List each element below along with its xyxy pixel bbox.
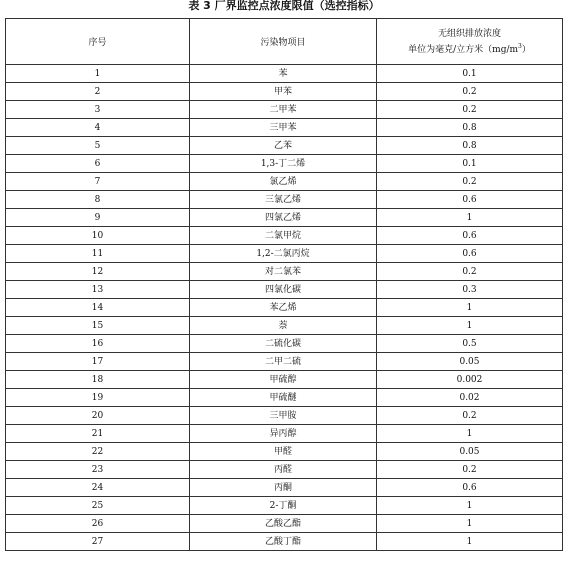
table-row <box>6 83 563 101</box>
cell-limit-value: 0.6 <box>377 191 563 209</box>
cell-limit-value: 0.8 <box>377 119 563 137</box>
cell-index: 25 <box>6 497 190 515</box>
cell-pollutant: 四氯化碳 <box>190 281 377 299</box>
table-row <box>6 371 563 389</box>
cell-pollutant: 甲硫醚 <box>190 389 377 407</box>
cell-pollutant: 丙醛 <box>190 461 377 479</box>
cell-index: 18 <box>6 371 190 389</box>
table-body <box>6 65 563 551</box>
cell-pollutant: 乙酸乙酯 <box>190 515 377 533</box>
cell-limit-value: 0.1 <box>377 65 563 83</box>
cell-limit-value: 0.002 <box>377 371 563 389</box>
cell-index: 26 <box>6 515 190 533</box>
cell-pollutant: 二硫化碳 <box>190 335 377 353</box>
table-row <box>6 65 563 83</box>
cell-limit-value: 0.6 <box>377 479 563 497</box>
cell-limit-value: 1 <box>377 533 563 551</box>
cell-limit-value: 0.2 <box>377 407 563 425</box>
table-row <box>6 533 563 551</box>
cell-limit-value: 1 <box>377 317 563 335</box>
table-row <box>6 317 563 335</box>
table-row <box>6 389 563 407</box>
cell-index: 27 <box>6 533 190 551</box>
header-limit <box>377 19 563 65</box>
table-row <box>6 461 563 479</box>
cell-index: 8 <box>6 191 190 209</box>
cell-limit-value: 1 <box>377 515 563 533</box>
table-row <box>6 407 563 425</box>
table-row <box>6 281 563 299</box>
cell-index: 9 <box>6 209 190 227</box>
table-row <box>6 299 563 317</box>
table-row <box>6 425 563 443</box>
cell-index: 17 <box>6 353 190 371</box>
table-row <box>6 443 563 461</box>
cell-pollutant: 乙酸丁酯 <box>190 533 377 551</box>
table-row <box>6 101 563 119</box>
cell-pollutant: 2-丁酮 <box>190 497 377 515</box>
table-row <box>6 353 563 371</box>
cell-limit-value: 0.2 <box>377 173 563 191</box>
cell-pollutant: 三甲苯 <box>190 119 377 137</box>
cell-index: 2 <box>6 83 190 101</box>
cell-pollutant: 氯乙烯 <box>190 173 377 191</box>
cell-limit-value: 0.6 <box>377 227 563 245</box>
table-title: 表 3 厂界监控点浓度限值（选控指标） <box>188 0 380 12</box>
cell-index: 4 <box>6 119 190 137</box>
cell-limit-value: 0.5 <box>377 335 563 353</box>
cell-limit-value: 0.2 <box>377 461 563 479</box>
table-row <box>6 155 563 173</box>
cell-limit-value: 0.2 <box>377 83 563 101</box>
cell-pollutant: 萘 <box>190 317 377 335</box>
table-row <box>6 335 563 353</box>
cell-index: 15 <box>6 317 190 335</box>
cell-index: 11 <box>6 245 190 263</box>
header-limit-line2 <box>377 42 562 58</box>
header-limit-unit-close: ） <box>521 44 531 55</box>
cell-limit-value: 1 <box>377 209 563 227</box>
cell-index: 21 <box>6 425 190 443</box>
cell-pollutant: 丙酮 <box>190 479 377 497</box>
cell-limit-value: 0.8 <box>377 137 563 155</box>
table-row <box>6 209 563 227</box>
cell-limit-value: 1 <box>377 299 563 317</box>
cell-index: 13 <box>6 281 190 299</box>
table-row <box>6 245 563 263</box>
pollutant-limit-table <box>5 18 563 551</box>
cell-pollutant: 二甲二硫 <box>190 353 377 371</box>
table-row <box>6 173 563 191</box>
cell-limit-value: 0.3 <box>377 281 563 299</box>
cell-pollutant: 甲硫醇 <box>190 371 377 389</box>
cell-index: 6 <box>6 155 190 173</box>
cell-index: 5 <box>6 137 190 155</box>
cell-pollutant: 二甲苯 <box>190 101 377 119</box>
table-row <box>6 191 563 209</box>
header-limit-line1: 无组织排放浓度 <box>437 28 501 39</box>
cell-limit-value: 1 <box>377 425 563 443</box>
header-limit-unit: 单位为毫克/立方米（mg/m <box>408 44 519 55</box>
cell-pollutant: 甲苯 <box>190 83 377 101</box>
cell-index: 22 <box>6 443 190 461</box>
cell-pollutant: 三氯乙烯 <box>190 191 377 209</box>
cell-index: 23 <box>6 461 190 479</box>
cell-index: 16 <box>6 335 190 353</box>
header-limit-unit-exponent: 3 <box>518 42 522 50</box>
cell-limit-value: 1 <box>377 497 563 515</box>
table-row <box>6 137 563 155</box>
cell-limit-value: 0.05 <box>377 353 563 371</box>
cell-index: 24 <box>6 479 190 497</box>
table-row <box>6 119 563 137</box>
cell-limit-value: 0.1 <box>377 155 563 173</box>
cell-limit-value: 0.2 <box>377 263 563 281</box>
cell-index: 7 <box>6 173 190 191</box>
cell-limit-value: 0.2 <box>377 101 563 119</box>
cell-index: 19 <box>6 389 190 407</box>
table-row <box>6 497 563 515</box>
cell-index: 10 <box>6 227 190 245</box>
table-row <box>6 515 563 533</box>
cell-pollutant: 乙苯 <box>190 137 377 155</box>
cell-pollutant: 二氯甲烷 <box>190 227 377 245</box>
cell-index: 20 <box>6 407 190 425</box>
header-pollutant: 污染物项目 <box>190 19 377 65</box>
cell-pollutant: 四氯乙烯 <box>190 209 377 227</box>
cell-limit-value: 0.02 <box>377 389 563 407</box>
cell-index: 3 <box>6 101 190 119</box>
cell-pollutant: 三甲胺 <box>190 407 377 425</box>
cell-pollutant: 对二氯苯 <box>190 263 377 281</box>
cell-limit-value: 0.6 <box>377 245 563 263</box>
cell-pollutant: 苯 <box>190 65 377 83</box>
cell-pollutant: 1,3-丁二烯 <box>190 155 377 173</box>
table-row <box>6 227 563 245</box>
cell-index: 12 <box>6 263 190 281</box>
cell-index: 14 <box>6 299 190 317</box>
table-header-row <box>6 19 563 65</box>
cell-pollutant: 苯乙烯 <box>190 299 377 317</box>
header-index: 序号 <box>6 19 190 65</box>
cell-pollutant: 异丙醇 <box>190 425 377 443</box>
cell-pollutant: 甲醛 <box>190 443 377 461</box>
cell-limit-value: 0.05 <box>377 443 563 461</box>
table-row <box>6 263 563 281</box>
cell-pollutant: 1,2-二氯丙烷 <box>190 245 377 263</box>
table-row <box>6 479 563 497</box>
cell-index: 1 <box>6 65 190 83</box>
